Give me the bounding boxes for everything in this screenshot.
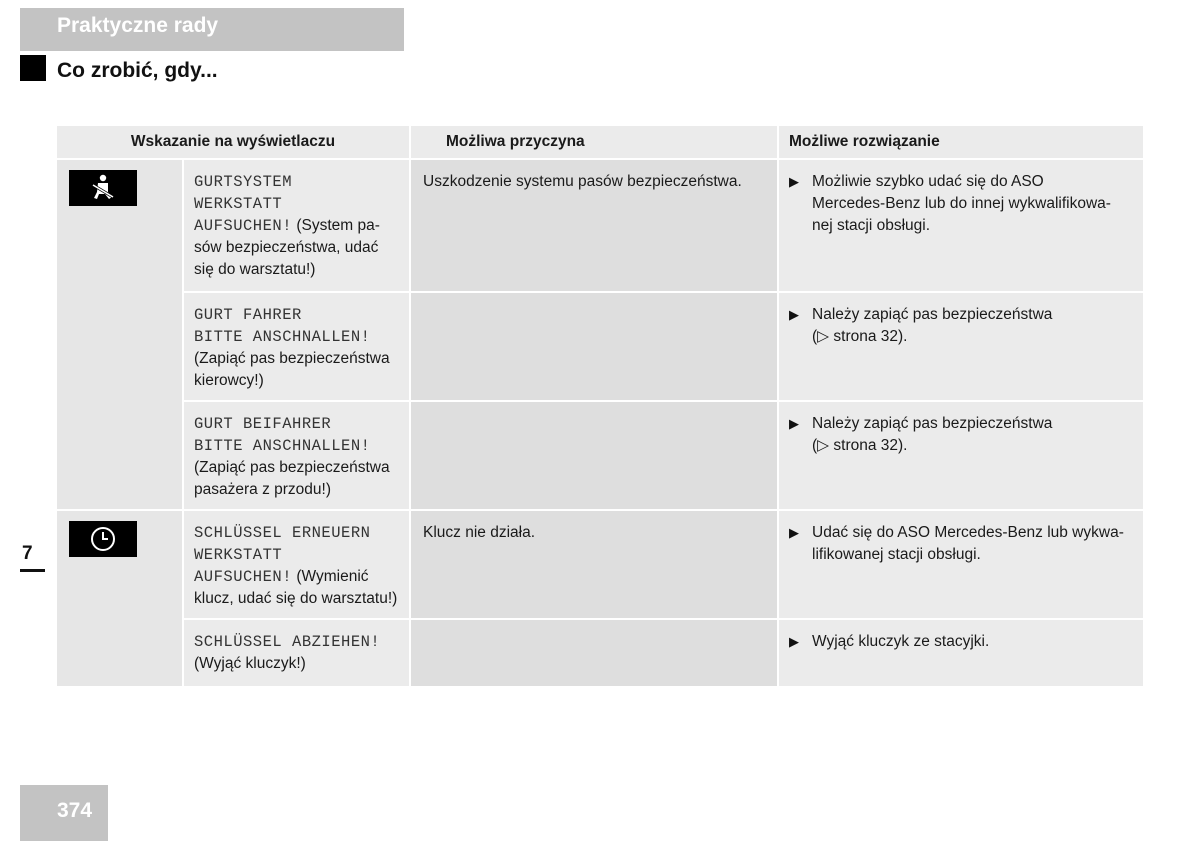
bullet-arrow-icon: ▶ <box>789 525 799 540</box>
section-title: Praktyczne rady <box>20 8 404 51</box>
group-icon-cell <box>57 511 182 686</box>
display-translation-line: kierowcy!) <box>194 372 264 389</box>
seatbelt-icon <box>69 170 137 206</box>
section-marker <box>20 55 46 81</box>
bullet-arrow-icon: ▶ <box>789 307 799 322</box>
solution-cell <box>779 293 1143 400</box>
display-code-line: BITTE ANSCHNALLEN! <box>194 437 371 455</box>
cause-cell <box>411 402 777 509</box>
solution-cell <box>779 511 1143 618</box>
chapter-tab: 7 <box>22 543 33 564</box>
column-header-cause: Możliwa przyczyna <box>411 126 777 158</box>
clock-icon <box>69 521 137 557</box>
display-translation-line: (Wymienić <box>296 568 369 585</box>
display-translation-line: (Zapiąć pas bezpieczeństwa <box>194 350 390 367</box>
display-code-line: WERKSTATT <box>194 195 283 213</box>
display-code-line: GURT BEIFAHRER <box>194 415 332 433</box>
display-message-cell <box>184 402 409 509</box>
solution-line: (▷ strona 32). <box>812 437 908 454</box>
display-code-line: GURT FAHRER <box>194 306 302 324</box>
display-translation-line: (Zapiąć pas bezpieczeństwa <box>194 459 390 476</box>
bullet-arrow-icon: ▶ <box>789 174 799 189</box>
solution-line: Możliwie szybko udać się do ASO <box>812 173 1044 190</box>
display-message-cell <box>184 293 409 400</box>
solution-cell <box>779 402 1143 509</box>
chapter-tab-underline <box>20 569 45 572</box>
display-translation-line: (System pa- <box>296 217 380 234</box>
display-message-cell <box>184 511 409 618</box>
display-message-cell <box>184 620 409 686</box>
display-code-line: SCHLÜSSEL ERNEUERN <box>194 524 371 542</box>
cause-cell <box>411 293 777 400</box>
solution-cell <box>779 620 1143 686</box>
display-code-line: AUFSUCHEN! <box>194 568 293 586</box>
solution-cell <box>779 160 1143 291</box>
message-table <box>57 126 1143 686</box>
cause-cell <box>411 620 777 686</box>
solution-line: Udać się do ASO Mercedes-Benz lub wykwa- <box>812 524 1124 541</box>
display-message-cell <box>184 160 409 291</box>
column-header-solution: Możliwe rozwiązanie <box>779 126 1143 158</box>
page-subtitle: Co zrobić, gdy... <box>57 59 218 82</box>
page-number: 374 <box>20 785 108 841</box>
group-icon-cell <box>57 160 182 509</box>
solution-line: Należy zapiąć pas bezpieczeństwa <box>812 415 1053 432</box>
display-translation-line: (Wyjąć kluczyk!) <box>194 655 306 672</box>
solution-line: nej stacji obsługi. <box>812 217 931 234</box>
solution-line: lifikowanej stacji obsługi. <box>812 546 981 563</box>
solution-line: Mercedes-Benz lub do innej wykwalifikowa- <box>812 195 1111 212</box>
display-code-line: SCHLÜSSEL ABZIEHEN! <box>194 633 381 651</box>
solution-line: Należy zapiąć pas bezpieczeństwa <box>812 306 1053 323</box>
display-code-line: BITTE ANSCHNALLEN! <box>194 328 371 346</box>
display-translation-line: się do warsztatu!) <box>194 261 316 278</box>
cause-cell: Uszkodzenie systemu pasów bezpieczeństwa. <box>411 160 777 291</box>
bullet-arrow-icon: ▶ <box>789 634 799 649</box>
solution-line: (▷ strona 32). <box>812 328 908 345</box>
display-translation-line: sów bezpieczeństwa, udać <box>194 239 379 256</box>
display-code-line: AUFSUCHEN! <box>194 217 293 235</box>
bullet-arrow-icon: ▶ <box>789 416 799 431</box>
cause-cell: Klucz nie działa. <box>411 511 777 618</box>
display-code-line: WERKSTATT <box>194 546 283 564</box>
column-header-display: Wskazanie na wyświetlaczu <box>57 126 409 158</box>
display-code-line: GURTSYSTEM <box>194 173 293 191</box>
display-translation-line: pasażera z przodu!) <box>194 481 331 498</box>
display-translation-line: klucz, udać się do warsztatu!) <box>194 590 398 607</box>
solution-line: Wyjąć kluczyk ze stacyjki. <box>812 633 990 650</box>
